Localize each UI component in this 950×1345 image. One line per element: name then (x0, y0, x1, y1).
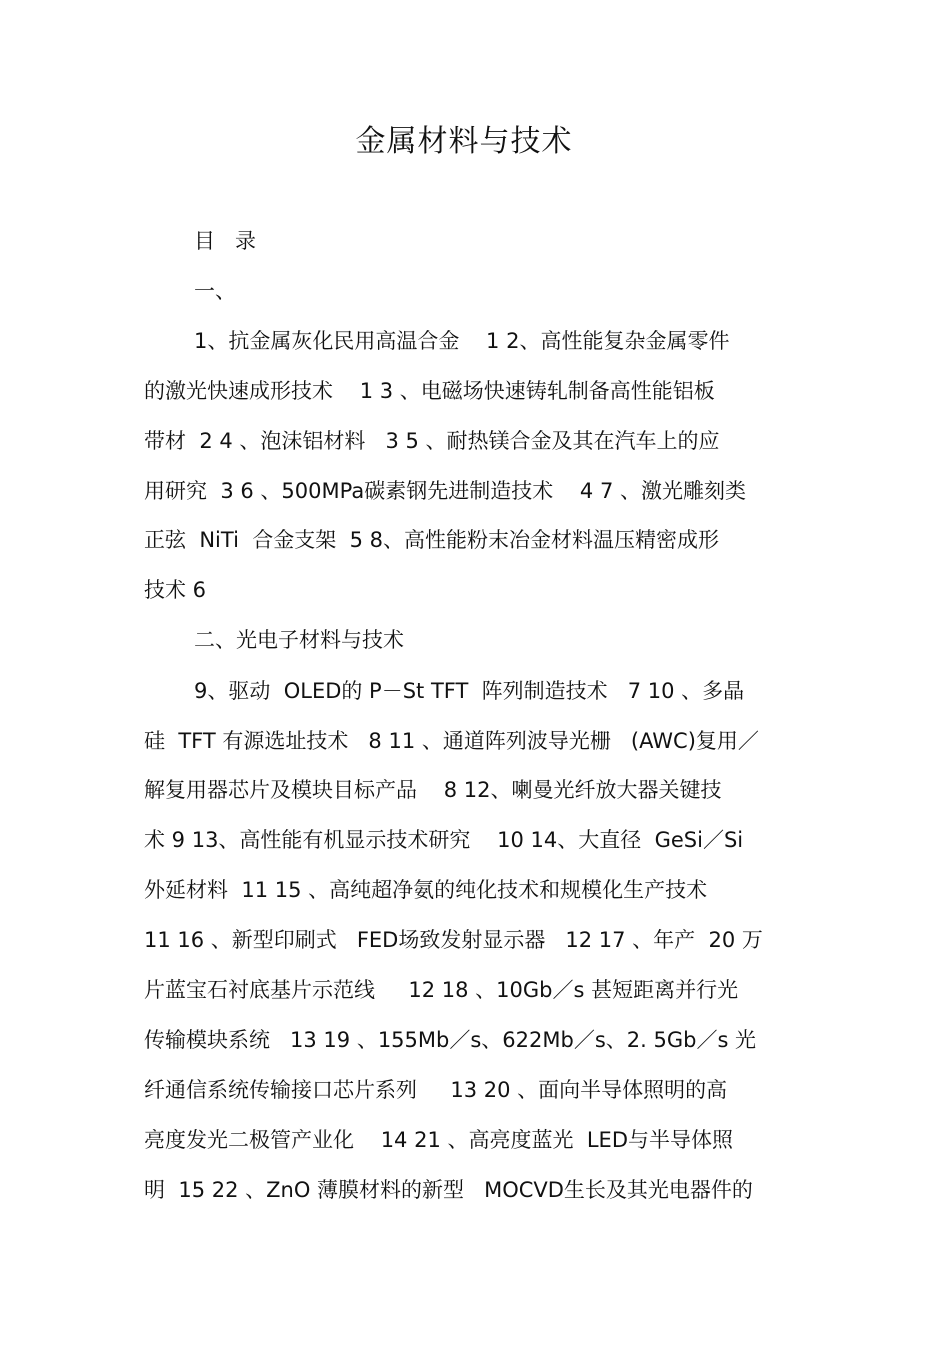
toc-line: 用研究 3 6 、500MPa碳素钢先进制造技术 4 7 、激光雕刻类 (144, 479, 746, 503)
toc-line: 硅 TFT 有源选址技术 8 11 、通道阵列波导光栅 (AWC)复用／ (144, 729, 759, 753)
section-heading-1: 一、 (194, 279, 236, 303)
toc-line: 正弦 NiTi 合金支架 5 8、高性能粉末冶金材料温压精密成形 (144, 528, 720, 552)
toc-heading: 目 录 (194, 229, 257, 253)
toc-line: 带材 2 4 、泡沫铝材料 3 5 、耐热镁合金及其在汽车上的应 (144, 429, 720, 453)
toc-line: 传输模块系统 13 19 、155Mb／s、622Mb／s、2. 5Gb／s 光 (144, 1028, 757, 1052)
toc-line: 11 16 、新型印刷式 FED场致发射显示器 12 17 、年产 20 万 (144, 928, 763, 952)
toc-line: 明 15 22 、ZnO 薄膜材料的新型 MOCVD生长及其光电器件的 (144, 1178, 753, 1202)
toc-line: 外延材料 11 15 、高纯超净氨的纯化技术和规模化生产技术 (144, 878, 708, 902)
document-title: 金属材料与技术 (355, 124, 573, 159)
toc-line: 9、驱动 OLED的 P－St TFT 阵列制造技术 7 10 、多晶 (194, 679, 745, 703)
toc-line: 技术 6 (144, 578, 207, 602)
toc-line: 纤通信系统传输接口芯片系列 13 20 、面向半导体照明的高 (144, 1078, 728, 1102)
toc-line: 术 9 13、高性能有机显示技术研究 10 14、大直径 GeSi／Si (144, 828, 744, 852)
toc-line: 亮度发光二极管产业化 14 21 、高亮度蓝光 LED与半导体照 (144, 1128, 733, 1152)
toc-line: 1、抗金属灰化民用高温合金 1 2、高性能复杂金属零件 (194, 329, 730, 353)
toc-line: 解复用器芯片及模块目标产品 8 12、喇曼光纤放大器关键技 (144, 778, 722, 802)
toc-line: 的激光快速成形技术 1 3 、电磁场快速铸轧制备高性能铝板 (144, 379, 715, 403)
section-heading-2: 二、光电子材料与技术 (194, 628, 404, 652)
toc-line: 片蓝宝石衬底基片示范线 12 18 、10Gb／s 甚短距离并行光 (144, 978, 739, 1002)
